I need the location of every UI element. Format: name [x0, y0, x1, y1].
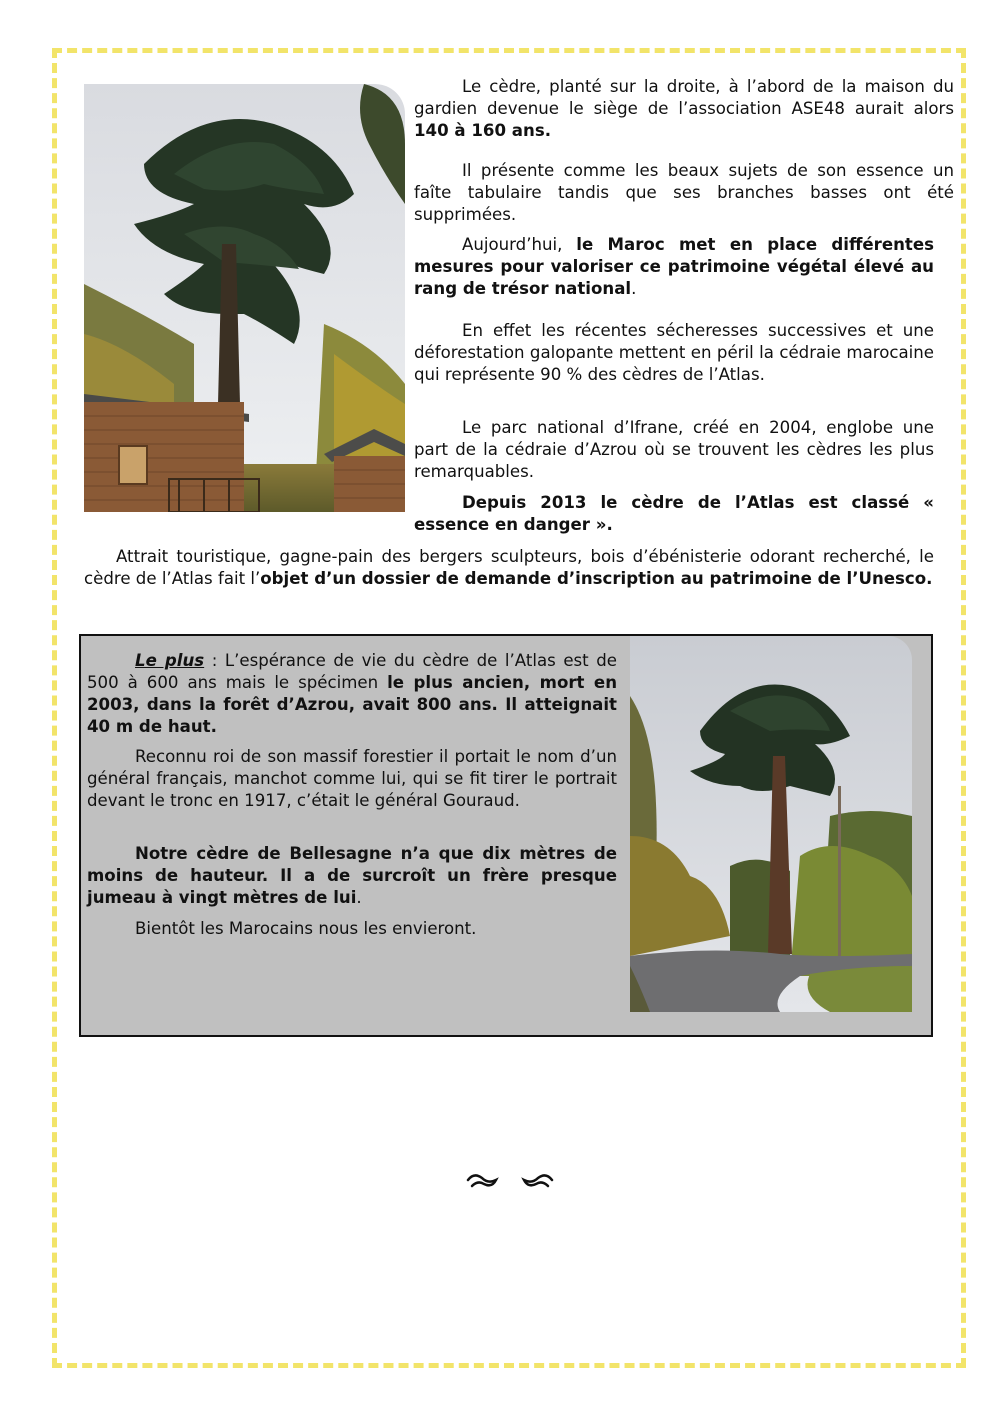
para-essence-danger: Depuis 2013 le cèdre de l’Atlas est classé « essence en danger ». [414, 493, 934, 534]
box-para-esperance: Le plus : L’espérance de vie du cèdre de l’Atlas est de 500 à 600 ans mais le spécimen le plus ancien, mort en 2003, dans la forêt d’Azrou, avait 800 ans. Il atteignait 40 m de haut. [87, 651, 618, 736]
photo-cedar-road [630, 636, 912, 1012]
box-para-bellesagne: Notre cèdre de Bellesagne n’a que dix mètres de moins de hauteur. Il a de surcroît un frère presque jumeau à vingt mètres de lui. [87, 844, 617, 907]
box-para-gouraud: Reconnu roi de son massif forestier il portait le nom d’un général français, manchot comme lui, qui se fit tirer le portrait devant le tronc en 1917, c’était le général Gouraud. [87, 747, 617, 810]
box-para-marocains: Bientôt les Marocains nous les envieront. [135, 919, 477, 938]
para-cedre-age: Le cèdre, planté sur la droite, à l’abord de la maison du gardien devenue le siège de l’association ASE48 aurait alors 140 à 160 ans. [414, 77, 954, 140]
photo-cedar-cabins [84, 84, 405, 512]
le-plus-label: Le plus [135, 651, 205, 670]
ornament-divider [460, 1166, 560, 1196]
para-unesco: Attrait touristique, gagne-pain des bergers sculpteurs, bois d’ébénisterie odorant recherché, le cèdre de l’Atlas fait l’objet d’un dossier de demande d’inscription au patrimoine de l’Unesco. [84, 547, 934, 588]
para-parc-ifrane: Le parc national d’Ifrane, créé en 2004, englobe une part de la cédraie d’Azrou où se trouvent les cèdres les plus remarquables. [414, 418, 934, 481]
para-maroc-mesures: Aujourd’hui, le Maroc met en place différentes mesures pour valoriser ce patrimoine végétal élevé au rang de trésor national. [414, 235, 934, 298]
para-secheresses: En effet les récentes sécheresses successives et une déforestation galopante mettent en péril la cédraie marocaine qui représente 90 % des cèdres de l’Atlas. [414, 321, 934, 384]
para-faite-tabulaire: Il présente comme les beaux sujets de son essence un faîte tabulaire tandis que ses branches basses ont été supprimées. [414, 161, 954, 224]
